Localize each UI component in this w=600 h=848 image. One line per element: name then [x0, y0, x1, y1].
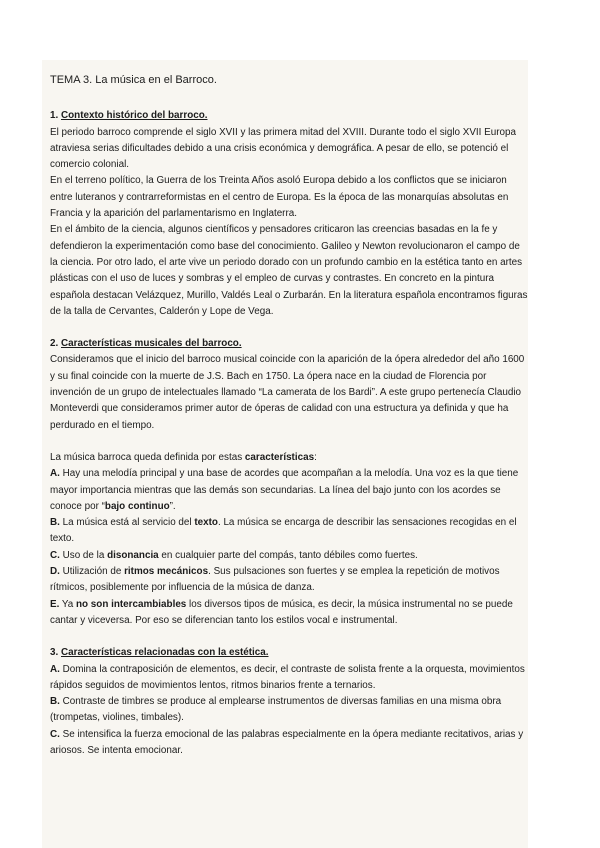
- item-label: B.: [50, 517, 60, 529]
- list-item-b: [50, 515, 528, 548]
- item-bold: no son intercambiables: [76, 598, 187, 610]
- item-text-end: los diversos tipos de música, es decir, la música instrumental no se puede cantar y viceversa. Por eso se diferencian tanto los estilos vocal e instrumental.: [50, 598, 513, 626]
- item-label: D.: [50, 566, 60, 578]
- item-text-end: en cualquier parte del compás, tanto débiles como fuertes.: [158, 549, 418, 561]
- item-label: C.: [50, 728, 60, 740]
- item-label: E.: [50, 598, 60, 610]
- section-1-heading: [50, 108, 528, 124]
- item-bold: texto: [194, 517, 218, 529]
- item-text: La música está al servicio del: [59, 517, 195, 529]
- section-1-paragraph-1: El periodo barroco comprende el siglo XVII y las primera mitad del XVIII. Durante todo el siglo XVII Europa atraviesa serias dificultades debido a una crisis económica y demográfica. A pesar de ello, se potenció el comercio colonial.: [50, 126, 517, 171]
- item-text: Contraste de timbres se produce al emplearse instrumentos de diversas familias en una misma obra (trompetas, violines, timbales).: [50, 696, 502, 724]
- item-text: Ya: [59, 598, 76, 610]
- section-1-paragraph-3: En el ámbito de la ciencia, algunos científicos y pensadores criticaron las creencias basadas en la fe y defendieron la experimentación como base del conocimiento. Galileo y Newton revolucionaron el campo de la ciencia. Por otro lado, el arte vive un periodo dorado con un profundo cambio en la estética tanto en artes plásticas con el uso de luces y sombras y el empleo de curvas y contrastes. En concreto en la pintura española destacan Velázquez, Murillo, Valdés Leal o Zurbarán. En la literatura española encontramos figuras de la talla de Cervantes, Calderón y Lope de Vega.: [50, 224, 528, 317]
- list-item-d: [50, 564, 528, 597]
- intro-colon: :: [314, 451, 317, 463]
- item-text: Uso de la: [59, 549, 108, 561]
- aesthetic-item-b: [50, 694, 528, 727]
- item-bold: ritmos mecánicos: [124, 566, 209, 578]
- item-text-end: . La música se encarga de describir las sensaciones recogidas en el texto.: [50, 517, 517, 545]
- aesthetic-item-a: [50, 662, 528, 695]
- characteristics-intro: [50, 450, 528, 466]
- item-text: Hay una melodía principal y una base de acordes que acompañan a la melodía. Una voz es la que tiene mayor importancia mientras que las demás son secundarias. La línea del bajo junto con los acordes se conoce por “: [50, 468, 519, 512]
- aesthetic-item-c: [50, 727, 528, 760]
- section-2-paragraph-1: Consideramos que el inicio del barroco musical coincide con la aparición de la ópera alrededor del año 1600 y su final coincide con la muerte de J.S. Bach en 1750. La ópera nace en la ciudad de Florencia por invención de un grupo de intelectuales llamado “La camerata de los Bardi”. A este grupo pertenecía Claudio Monteverdi que consideramos primer autor de óperas de calidad con una estructura ya definida y que ha perdurado en el tiempo.: [50, 354, 525, 431]
- section-2-heading: [50, 336, 528, 352]
- section-3-title: Características relacionadas con la estética.: [61, 647, 269, 659]
- item-label: B.: [50, 696, 60, 708]
- section-2-number: 2.: [50, 338, 59, 350]
- item-text: Domina la contraposición de elementos, es decir, el contraste de solista frente a la orquesta, movimientos rápidos seguidos de movimientos lentos, ritmos binarios frente a ternarios.: [50, 663, 525, 691]
- intro-bold: características: [244, 451, 315, 463]
- section-2-title: Características musicales del barroco.: [61, 338, 242, 350]
- section-1-title: Contexto histórico del barroco.: [61, 110, 208, 122]
- intro-text: La música barroca queda definida por estas: [50, 451, 245, 463]
- list-item-a: [50, 466, 528, 515]
- item-text-end: . Sus pulsaciones son fuertes y se emplea la repetición de motivos rítmicos, posiblemente por influencia de la música de danza.: [50, 566, 500, 594]
- spacer: [50, 434, 528, 450]
- item-text: Utilización de: [59, 566, 125, 578]
- item-label: A.: [50, 663, 60, 675]
- section-3-heading: [50, 645, 528, 661]
- section-1-paragraph-2: En el terreno político, la Guerra de los Treinta Años asoló Europa debido a los conflictos que se iniciaron entre luteranos y contrarreformistas en el centro de Europa. Es la época de las monarquías absolutas en Francia y la aparición del parlamentarismo en Inglaterra.: [50, 175, 509, 220]
- list-item-c: [50, 548, 528, 564]
- spacer: [50, 320, 528, 336]
- list-item-e: [50, 597, 528, 630]
- section-1-number: 1.: [50, 110, 59, 122]
- section-3-number: 3.: [50, 647, 59, 659]
- item-bold: disonancia: [107, 549, 159, 561]
- item-text: Se intensifica la fuerza emocional de las palabras especialmente en la ópera mediante recitativos, arias y ariosos. Se intenta emocionar.: [50, 728, 524, 756]
- spacer: [50, 629, 528, 645]
- item-text-end: ”.: [169, 500, 176, 512]
- item-bold: bajo continuo: [104, 500, 170, 512]
- item-label: A.: [50, 468, 60, 480]
- page-title: TEMA 3. La música en el Barroco.: [50, 74, 217, 86]
- document-content: [50, 72, 528, 759]
- item-label: C.: [50, 549, 60, 561]
